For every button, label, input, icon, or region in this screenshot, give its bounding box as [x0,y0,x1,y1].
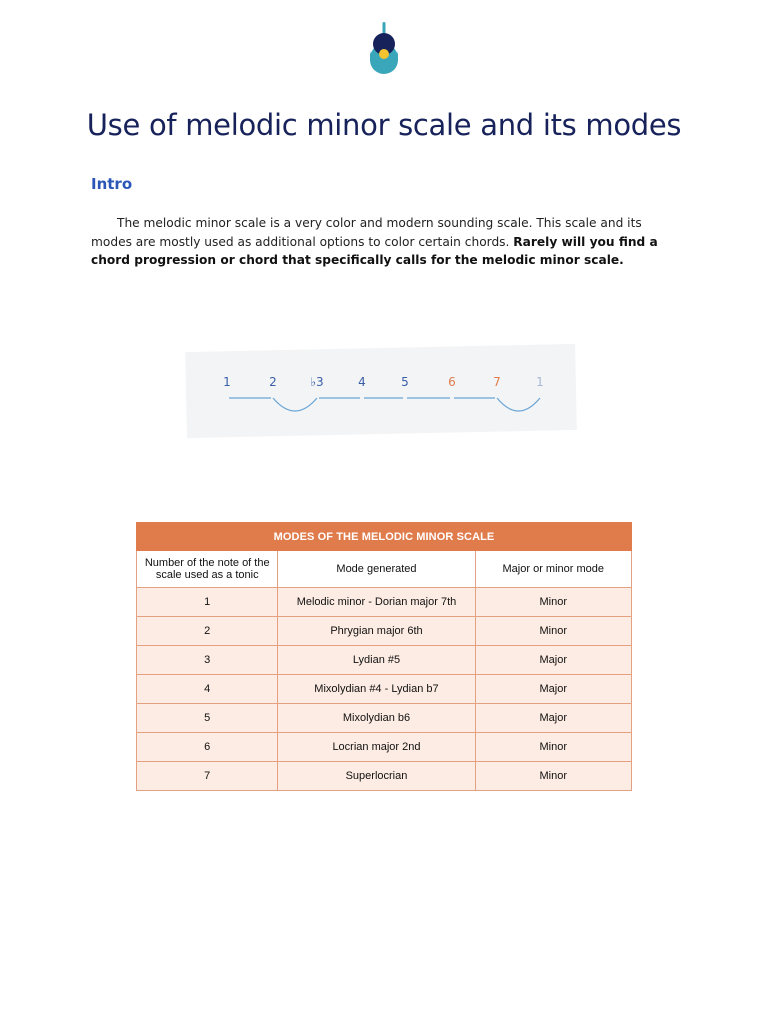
table-cell-quality: Minor [475,762,631,791]
page-title: Use of melodic minor scale and its modes [86,108,682,142]
half-step-connector [273,398,317,411]
table-cell-degree: 2 [137,617,278,646]
table-row [137,617,632,646]
table-cell-quality: Major [475,675,631,704]
table-cell-degree: 6 [137,733,278,762]
table-cell-quality: Minor [475,733,631,762]
table-cell-mode: Lydian #5 [278,646,475,675]
intro-text: The melodic minor scale is a very color and modern sounding scale. This scale and its modes are mostly used as additional options to color certain chords. [91,216,642,249]
table-row [137,646,632,675]
column-header-major-minor: Major or minor mode [475,551,631,588]
table-row [137,762,632,791]
table-cell-degree: 3 [137,646,278,675]
column-header-tonic-number: Number of the note of the scale used as a tonic [137,551,278,588]
scale-degree-3: ♭3 [310,375,324,389]
table-row [137,733,632,762]
scale-degree-4: 4 [358,375,366,389]
table-cell-degree: 7 [137,762,278,791]
table-cell-quality: Major [475,704,631,733]
modes-table [136,522,632,791]
table-row [137,675,632,704]
table-row [137,704,632,733]
table-caption: MODES OF THE MELODIC MINOR SCALE [137,523,632,551]
scale-degree-7: 7 [493,375,501,389]
scale-degree-2: 2 [269,375,277,389]
table-row [137,588,632,617]
table-cell-mode: Melodic minor - Dorian major 7th [278,588,475,617]
scale-degree-8: 1 [536,375,544,389]
scale-degree-6: 6 [448,375,456,389]
table-cell-degree: 1 [137,588,278,617]
table-cell-mode: Superlocrian [278,762,475,791]
column-header-mode: Mode generated [278,551,475,588]
table-cell-mode: Phrygian major 6th [278,617,475,646]
table-cell-degree: 5 [137,704,278,733]
table-cell-quality: Minor [475,588,631,617]
intro-bold-text: Rarely will you find a chord progression or chord that specifically calls for the melodic minor scale. [91,234,658,267]
table-cell-mode: Mixolydian b6 [278,704,475,733]
section-heading-intro: Intro [91,175,133,193]
table-cell-quality: Major [475,646,631,675]
scale-degree-5: 5 [401,375,409,389]
table-cell-quality: Minor [475,617,631,646]
table-cell-mode: Locrian major 2nd [278,733,475,762]
table-cell-degree: 4 [137,675,278,704]
intro-paragraph [91,214,671,270]
table-cell-mode: Mixolydian #4 - Lydian b7 [278,675,475,704]
scale-diagram [186,348,576,434]
half-step-connector [497,398,540,411]
scale-degree-1: 1 [223,375,231,389]
tuning-fork-logo-icon [366,22,402,74]
